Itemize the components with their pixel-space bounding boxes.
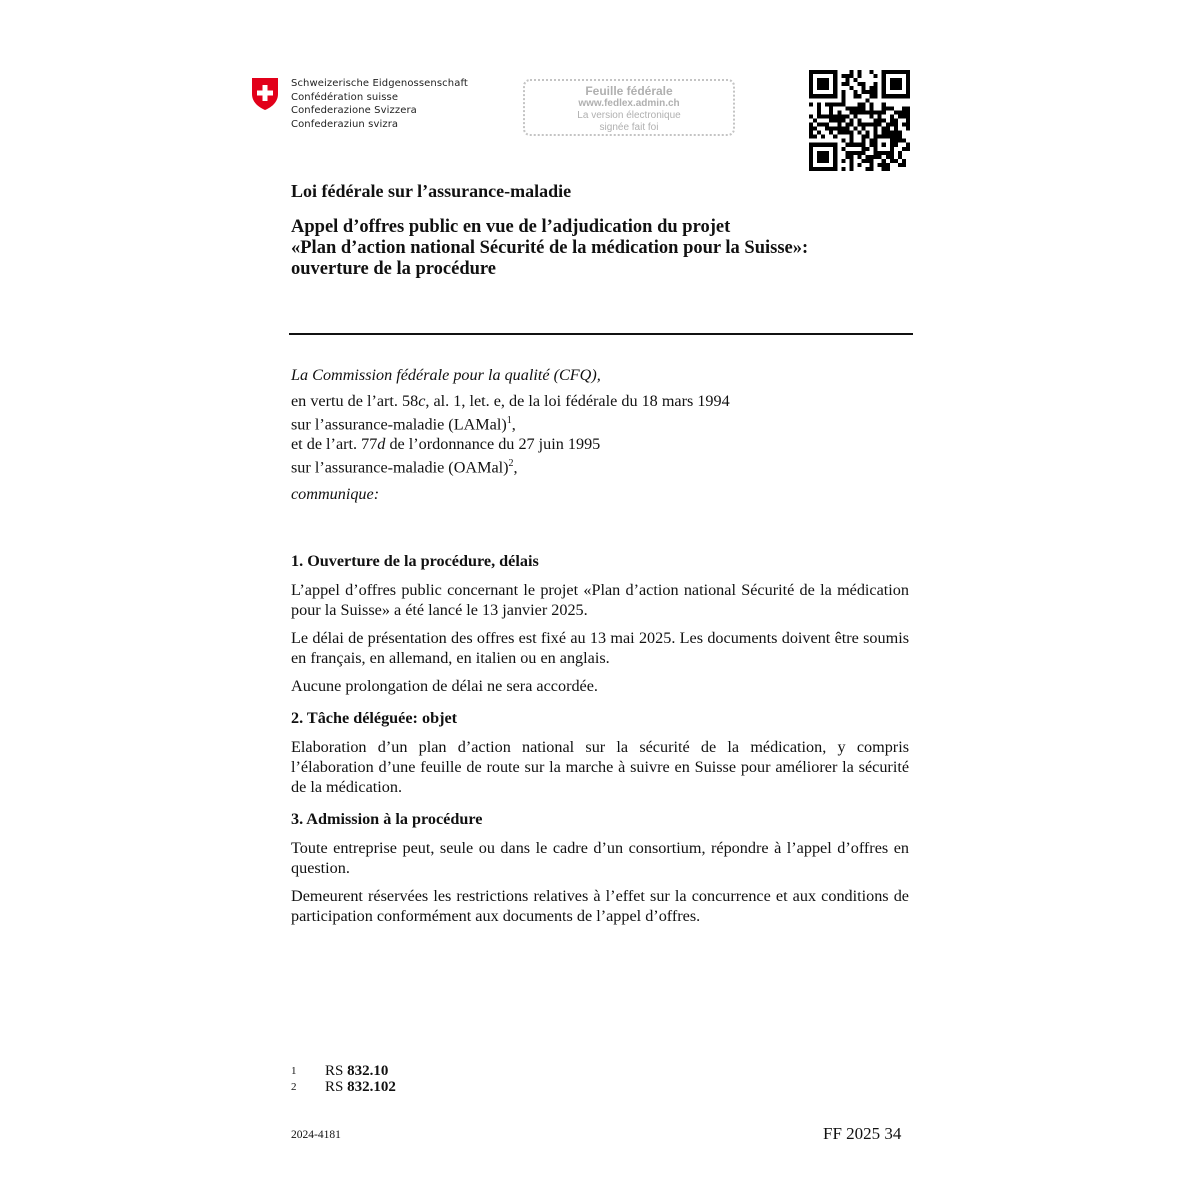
section [291, 708, 909, 797]
footnote-number: 2 [291, 1081, 297, 1093]
preamble-authority: La Commission fédérale pour la qualité (CFQ), [291, 366, 601, 384]
document-number: 2024-4181 [291, 1129, 341, 1141]
document-title [291, 217, 808, 280]
section-heading: 1. Ouverture de la procédure, délais [291, 552, 539, 570]
preamble-closing: communique: [291, 484, 380, 503]
confederation-logo [251, 77, 468, 131]
confederation-name-de: Schweizerische Eidgenossenschaft [291, 78, 468, 89]
section-heading: 3. Admission à la procédure [291, 810, 483, 828]
preamble-line: et de l’art. 77d de l’ordonnance du 27 juin 1995 [291, 435, 601, 454]
section-heading: 2. Tâche déléguée: objet [291, 709, 458, 727]
preamble-line: en vertu de l’art. 58c, al. 1, let. e, de la loi fédérale du 18 mars 1994 [291, 392, 730, 410]
preamble-line: sur l’assurance-maladie (LAMal)$^1$, [291, 415, 516, 434]
title-line: «Plan d’action national Sécurité de la médication pour la Suisse»: [291, 238, 809, 258]
footnote-ref[interactable]: 2 [508, 458, 514, 470]
confederation-name-it: Confederazione Svizzera [291, 105, 417, 116]
footnote-text: RS 832.10 [325, 1063, 389, 1079]
footnote [291, 1063, 396, 1079]
section [291, 809, 909, 926]
section [291, 551, 909, 696]
signature-stamp [523, 79, 735, 136]
law-title: Loi fédérale sur l’assurance-maladie [291, 181, 572, 201]
document-body [291, 551, 909, 938]
confederation-names [291, 77, 468, 131]
footnote [291, 1079, 396, 1095]
publication-reference: FF 2025 34 [823, 1124, 902, 1143]
paragraph: Aucune prolongation de délai ne sera accordée. [291, 677, 598, 695]
stamp-line1: La version électronique [577, 110, 681, 121]
footnotes [291, 1063, 396, 1095]
preamble [291, 365, 730, 504]
footnote-ref[interactable]: 1 [506, 415, 512, 426]
paragraph: Demeurent réservées les restrictions relatives à l’effet sur la concurrence et aux conditions de participation conformément aux documents de l’appel d’offres. [291, 887, 909, 925]
confederation-name-rm: Confederaziun svizra [291, 118, 399, 130]
paragraph: Elaboration d’un plan d’action national sur la sécurité de la médication, y compris l’élaboration d’une feuille de route sur la marche à suivre en Suisse pour améliorer la sécurité de la médication. [291, 738, 909, 796]
paragraph: L’appel d’offres public concernant le projet «Plan d’action national Sécurité de la médication pour la Suisse» a été lancé le 13 janvier 2025. [291, 581, 909, 619]
confederation-name-fr: Confédération suisse [291, 91, 399, 103]
paragraph: Le délai de présentation des offres est fixé au 13 mai 2025. Les documents doivent être soumis en français, en allemand, en italien ou en anglais. [291, 629, 909, 667]
title-line: Appel d’offres public en vue de l’adjudication du projet [291, 217, 731, 237]
footnote-number: 1 [291, 1065, 297, 1077]
stamp-line2: signée fait foi [599, 122, 659, 133]
title-line: ouverture de la procédure [291, 259, 497, 279]
paragraph: Toute entreprise peut, seule ou dans le cadre d’un consortium, répondre à l’appel d’offres en question. [291, 839, 909, 877]
qr-code-icon [809, 70, 910, 171]
swiss-cross-shield-icon [251, 77, 279, 111]
stamp-title: Feuille fédérale [585, 84, 673, 98]
divider [289, 333, 913, 335]
footnote-text: RS 832.102 [325, 1079, 396, 1095]
stamp-url: www.fedlex.admin.ch [578, 98, 680, 109]
preamble-line: sur l’assurance-maladie (OAMal)$^2$, [291, 458, 518, 477]
